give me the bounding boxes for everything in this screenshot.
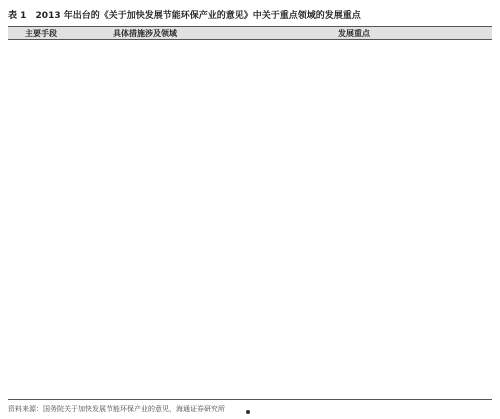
table-body-area — [8, 40, 492, 400]
source-note: 资料来源：国务院关于加快发展节能环保产业的意见，海通证券研究所 — [8, 405, 225, 413]
page-marker — [246, 410, 250, 414]
table-header-row — [8, 27, 492, 40]
table-title — [8, 8, 492, 21]
table-title-text: 2013 年出台的《关于加快发展节能环保产业的意见》中关于重点领域的发展重点 — [35, 11, 361, 21]
header-focus: 发展重点 — [216, 27, 492, 40]
policy-table — [8, 26, 492, 40]
header-main-means: 主要手段 — [8, 27, 74, 40]
table-title-label: 表 1 — [8, 11, 27, 21]
header-measures: 具体措施涉及领域 — [74, 27, 216, 40]
